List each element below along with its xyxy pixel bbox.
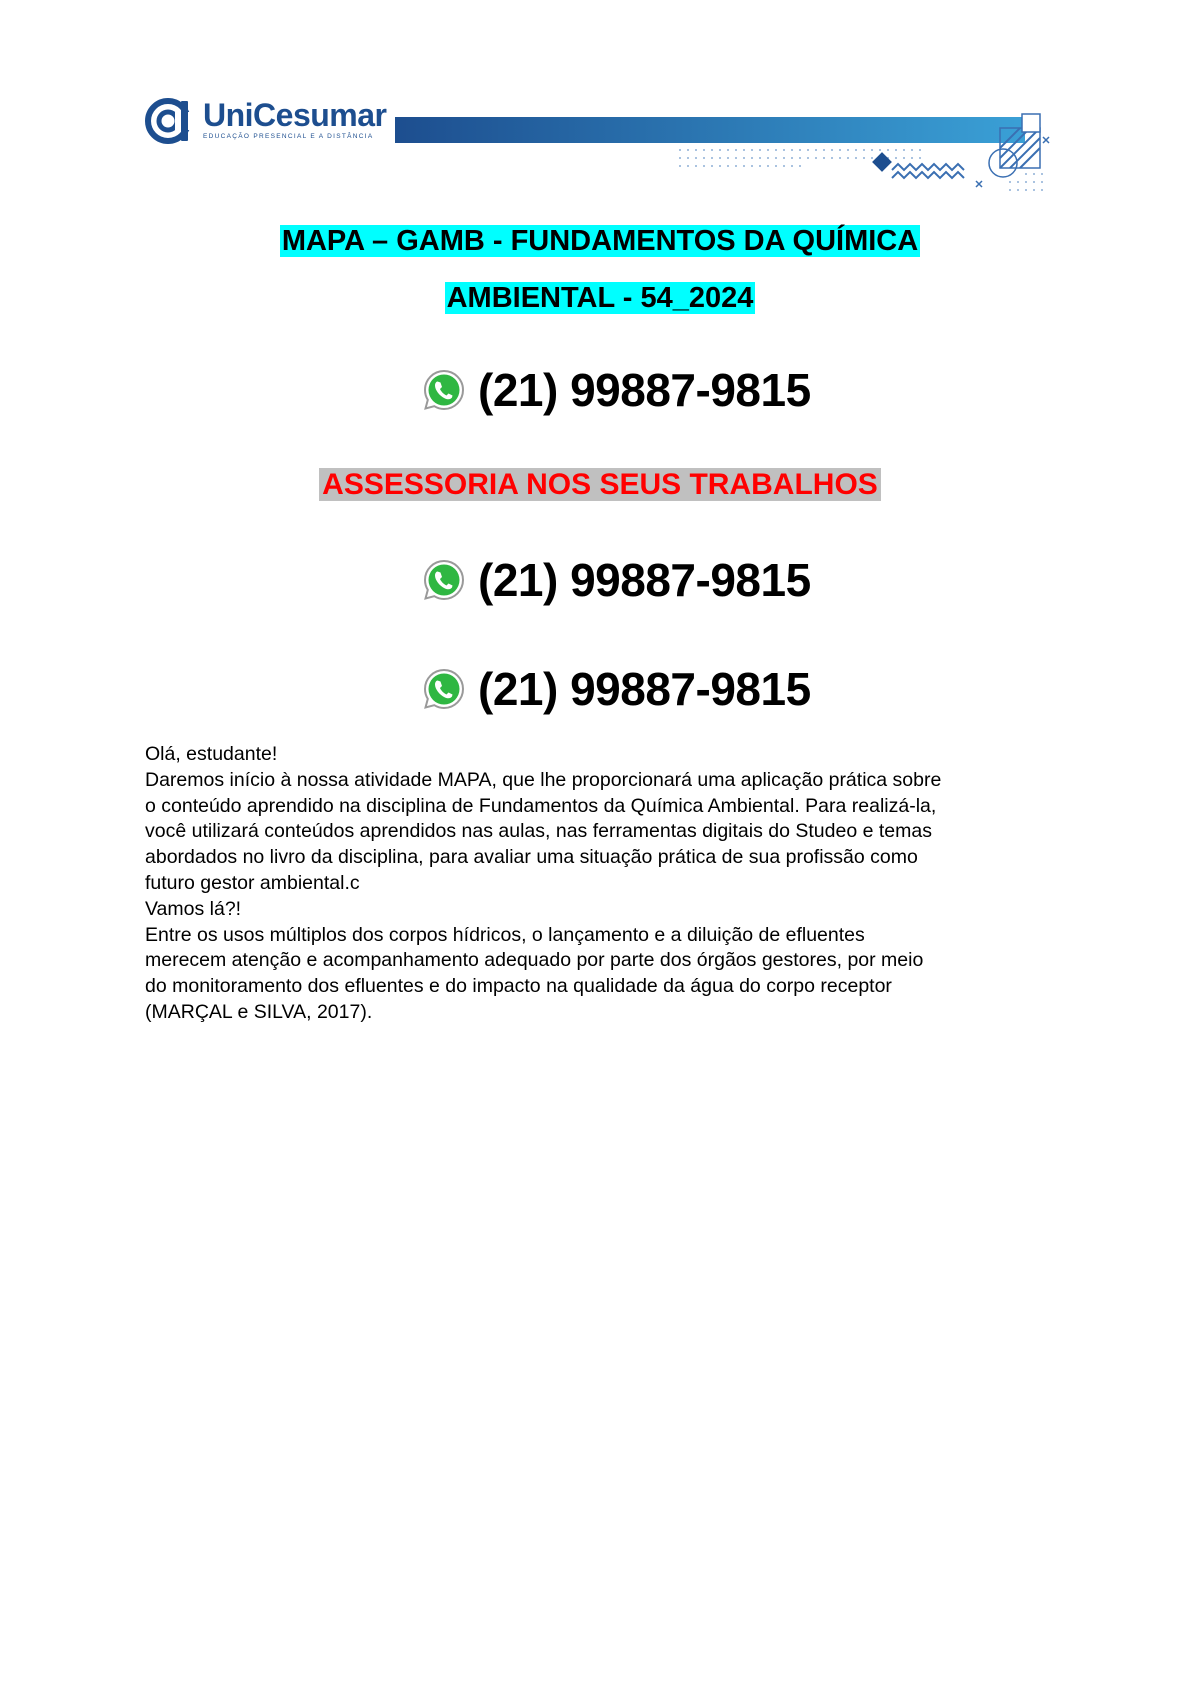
body-line: (MARÇAL e SILVA, 2017). — [145, 1000, 373, 1023]
body-line: Vamos lá?! — [145, 897, 242, 920]
whatsapp-icon — [420, 366, 468, 414]
body-text — [145, 742, 1085, 1026]
phone-number[interactable]: (21) 99887-9815 — [478, 554, 811, 606]
title-line-1 — [0, 225, 1200, 258]
body-line: Olá, estudante! — [145, 743, 278, 765]
contact-phone-1 — [420, 363, 811, 417]
document-header — [0, 0, 1200, 200]
brand-name: UniCesumar — [203, 97, 387, 133]
unicesumar-logo-icon — [145, 98, 197, 144]
body-line: futuro gestor ambiental.c — [145, 871, 360, 894]
body-line: o conteúdo aprendido na disciplina de Fundamentos da Química Ambiental. Para realizá-la, — [145, 794, 937, 817]
body-line: Entre os usos múltiplos dos corpos hídricos, o lançamento e a diluição de efluentes — [145, 923, 865, 946]
phone-number[interactable]: (21) 99887-9815 — [478, 364, 811, 416]
header-decoration — [660, 110, 1060, 200]
unicesumar-logo — [145, 98, 387, 144]
body-line: Daremos início à nossa atividade MAPA, que lhe proporcionará uma aplicação prática sobre — [145, 768, 942, 791]
phone-number[interactable]: (21) 99887-9815 — [478, 663, 811, 715]
assessoria-heading — [0, 468, 1200, 502]
contact-phone-2 — [420, 553, 811, 607]
assessoria-text: ASSESSORIA NOS SEUS TRABALHOS — [319, 468, 881, 501]
body-line: merecem atenção e acompanhamento adequado por parte dos órgãos gestores, por meio — [145, 949, 924, 972]
body-line: você utilizará conteúdos aprendidos nas aulas, nas ferramentas digitais do Studeo e temas — [145, 820, 932, 843]
whatsapp-icon — [420, 556, 468, 604]
title-line-2-text: AMBIENTAL - 54_2024 — [446, 282, 754, 314]
contact-phone-3 — [420, 662, 811, 716]
whatsapp-icon — [420, 665, 468, 713]
body-line: abordados no livro da disciplina, para avaliar uma situação prática de sua profissão como — [145, 846, 918, 869]
body-line: do monitoramento dos efluentes e do impacto na qualidade da água do corpo receptor — [145, 975, 892, 998]
title-line-1-text: MAPA – GAMB - FUNDAMENTOS DA QUÍMICA — [281, 225, 919, 257]
brand-tagline: EDUCAÇÃO PRESENCIAL E A DISTÂNCIA — [203, 133, 374, 140]
title-line-2 — [0, 282, 1200, 315]
